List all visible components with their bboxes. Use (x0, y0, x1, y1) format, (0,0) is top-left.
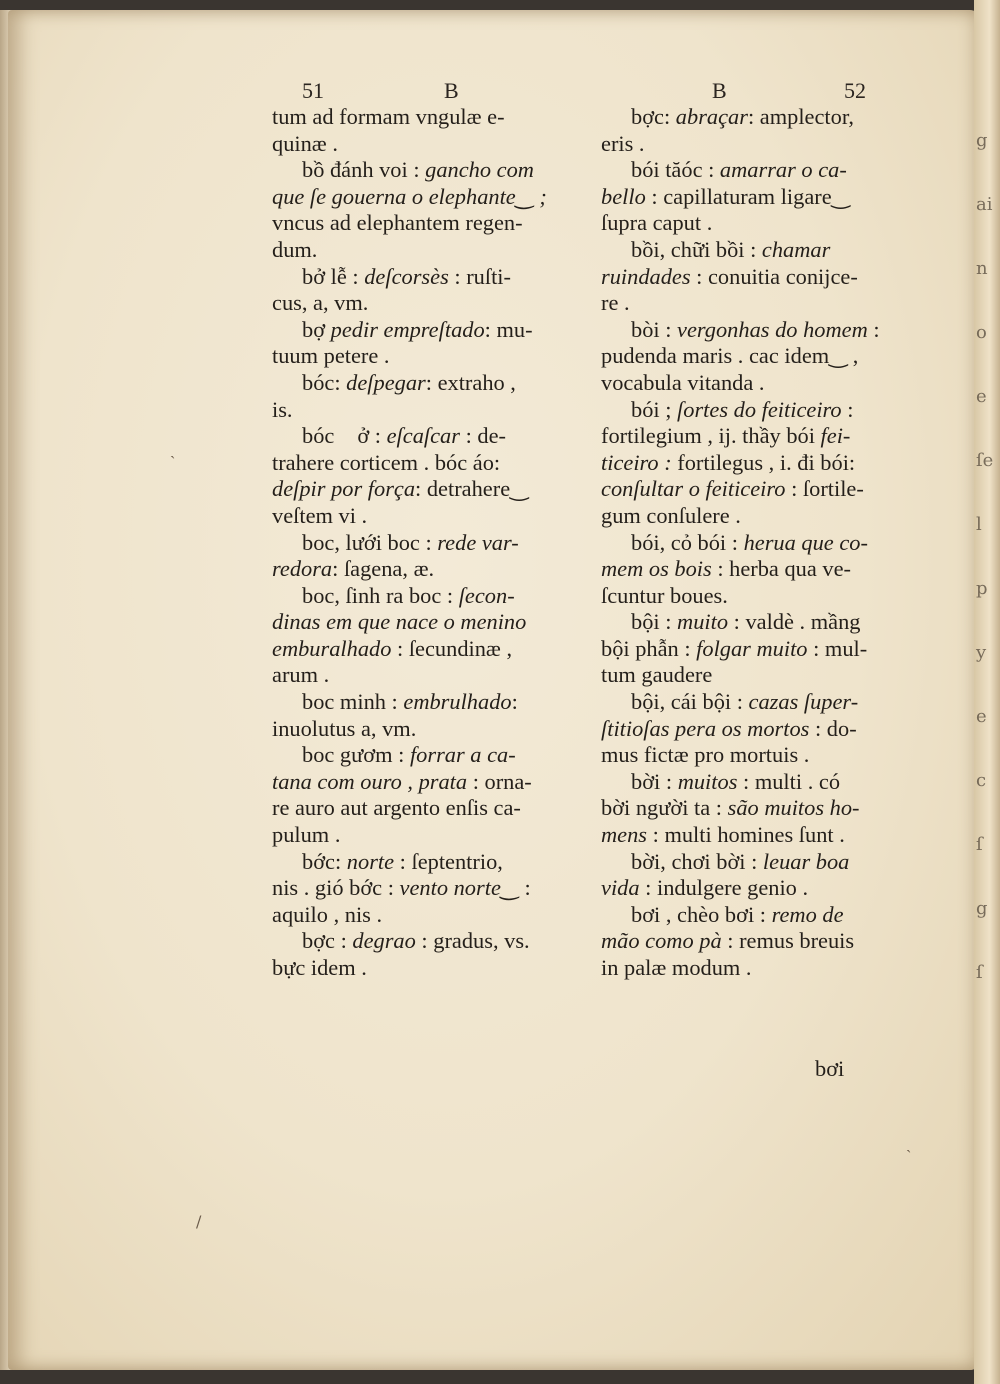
portuguese-gloss: remo de (771, 901, 844, 927)
entry-text: bói tăóc : (631, 157, 720, 183)
text-line (272, 955, 572, 982)
entry-text: : capillaturam ligare‿ (645, 183, 850, 209)
left-page-number: 51 (302, 78, 324, 103)
portuguese-gloss: forrar a ca- (409, 742, 516, 768)
text-line (601, 290, 901, 317)
text-line (272, 157, 572, 184)
entry-text: pudenda maris . cac idem‿ , (601, 343, 859, 369)
portuguese-gloss: mem os bois (601, 556, 712, 582)
next-page-fragment: ſ (976, 834, 983, 855)
portuguese-gloss: amarrar o ca- (719, 157, 847, 183)
text-line (601, 742, 901, 769)
text-line (272, 716, 572, 743)
entry-text: cus, a, vm. (272, 290, 369, 316)
portuguese-gloss: dinas em que nace o menino (272, 609, 527, 635)
entry-text: : mu- (484, 316, 533, 342)
portuguese-gloss: ſecon- (458, 582, 515, 608)
entry-text: arum . (272, 662, 330, 688)
text-line (272, 397, 572, 424)
portuguese-gloss: pedir empreſtado (330, 316, 485, 342)
portuguese-gloss: eſcaſcar (386, 423, 460, 449)
portuguese-gloss: muito (677, 609, 729, 635)
entry-text: trahere corticem . bóc áo: (272, 449, 501, 475)
entry-text: bời người ta : (601, 795, 728, 821)
portuguese-gloss: deſpegar (346, 369, 426, 395)
text-line (272, 503, 572, 530)
next-page-fragment: e (976, 706, 987, 727)
portuguese-gloss: folgar muito (696, 635, 808, 661)
entry-text: bơi , chèo bơi : (631, 901, 772, 927)
next-page-fragment: ſ (976, 962, 983, 983)
portuguese-gloss: que ſe gouerna o elephante‿ ; (272, 183, 547, 209)
entry-text: : herba qua ve- (711, 556, 851, 582)
text-line (601, 609, 901, 636)
entry-text: boc, lưới boc : (302, 529, 438, 555)
text-line (601, 902, 901, 929)
ink-speck: ˎ (170, 440, 176, 459)
left-column (272, 104, 572, 982)
portuguese-gloss: bello (601, 183, 646, 209)
text-line (601, 955, 901, 982)
right-running-letter: B (712, 78, 727, 103)
text-line (272, 104, 572, 131)
entry-text: bợc: (631, 104, 676, 129)
text-line (601, 556, 901, 583)
entry-text: boc gươm : (302, 742, 410, 768)
text-line (601, 636, 901, 663)
entry-text: nis . gió bớc : (272, 875, 400, 901)
entry-text: : extraho , (425, 369, 516, 395)
entry-text: bội : (631, 609, 678, 635)
text-line (601, 317, 901, 344)
text-line (601, 689, 901, 716)
entry-text: tum gaudere (601, 662, 713, 688)
entry-text: re . (601, 290, 630, 316)
entry-text: in palæ modum . (601, 955, 752, 980)
entry-text: bời : (631, 768, 678, 794)
text-line (272, 264, 572, 291)
entry-text: mus fictæ pro mortuis . (601, 742, 810, 768)
text-line (601, 397, 901, 424)
entry-text: fortilegium , ij. thầy bói (601, 423, 821, 449)
entry-text: : orna- (467, 768, 532, 794)
entry-text: ſcuntur boues. (601, 582, 728, 608)
text-line (601, 131, 901, 158)
text-line (272, 423, 572, 450)
next-page-fragment: p (976, 578, 988, 599)
portuguese-gloss: fei- (820, 423, 851, 449)
text-line (272, 370, 572, 397)
entry-text: bợ (302, 316, 331, 342)
entry-text: vncus ad elephantem regen- (272, 210, 523, 236)
next-page-edge (974, 0, 1000, 1384)
text-line (272, 849, 572, 876)
text-line (272, 689, 572, 716)
entry-text: : amplector, (747, 104, 854, 129)
entry-text: bội, cái bội : (631, 689, 749, 715)
text-line (601, 210, 901, 237)
entry-text: bóc: (302, 369, 347, 395)
entry-text: bói ; (631, 396, 678, 422)
portuguese-gloss: emburalhado (272, 635, 392, 661)
entry-text: ſupra caput . (601, 210, 713, 236)
entry-text: bói, cỏ bói : (631, 529, 744, 555)
entry-text: bớc: (302, 848, 347, 874)
text-line (272, 795, 572, 822)
portuguese-gloss: abraçar (675, 104, 748, 129)
entry-text: eris . (601, 130, 645, 156)
entry-text: : (518, 875, 531, 901)
entry-text: boc, ſinh ra boc : (302, 582, 459, 608)
entry-text: bòi : (631, 316, 678, 342)
text-line (601, 157, 901, 184)
entry-text: : multi homines ſunt . (647, 822, 845, 848)
text-line (601, 583, 901, 610)
entry-text: : ruſti- (448, 263, 511, 289)
entry-text: gum conſulere . (601, 502, 741, 528)
portuguese-gloss: vida (601, 875, 640, 901)
portuguese-gloss: ſtitioſas pera os mortos (601, 715, 810, 741)
text-line (272, 742, 572, 769)
entry-text: is. (272, 396, 293, 422)
portuguese-gloss: mens (601, 822, 648, 848)
text-line (272, 476, 572, 503)
next-page-fragment: c (976, 770, 987, 791)
text-line (601, 875, 901, 902)
portuguese-gloss: redora (272, 556, 333, 582)
next-page-fragment: l (976, 514, 982, 535)
text-line (601, 769, 901, 796)
entry-text: : multi . có (737, 768, 841, 794)
entry-text: : gradus, vs. (415, 928, 530, 954)
entry-text: : de- (459, 423, 506, 449)
portuguese-gloss: deſpir por força (272, 476, 416, 502)
text-line (272, 131, 572, 158)
entry-text: tum ad formam vngulæ e- (272, 104, 505, 129)
catchword: bơi (815, 1056, 845, 1081)
portuguese-gloss: leuar boa (762, 848, 850, 874)
entry-text: veſtem vi . (272, 502, 368, 528)
entry-text: bở lễ : (302, 263, 365, 289)
entry-text: : detrahere‿ (415, 476, 529, 502)
portuguese-gloss: conſultar o feiticeiro (601, 476, 786, 502)
text-line (272, 662, 572, 689)
entry-text: : indulgere genio . (639, 875, 809, 901)
text-line (601, 503, 901, 530)
portuguese-gloss: mão como pà (601, 928, 722, 954)
text-line (272, 317, 572, 344)
text-line (272, 769, 572, 796)
entry-text: : do- (809, 715, 857, 741)
entry-text: dum. (272, 236, 318, 262)
text-line (601, 450, 901, 477)
entry-text: vocabula vitanda . (601, 369, 765, 395)
entry-text: bóc 𠹾ở : (302, 423, 387, 449)
portuguese-gloss: ticeiro : (601, 449, 672, 475)
entry-text: : remus breuis (721, 928, 855, 954)
entry-text: : valdè . mầng (728, 609, 861, 635)
portuguese-gloss: herua que co- (743, 529, 868, 555)
text-line (601, 264, 901, 291)
text-line (601, 370, 901, 397)
text-line (601, 662, 901, 689)
next-page-fragment: y (976, 642, 987, 663)
text-line (601, 184, 901, 211)
text-line (272, 530, 572, 557)
text-line (601, 849, 901, 876)
entry-text: : ſecundinæ , (391, 635, 513, 661)
next-page-fragment: n (976, 258, 988, 279)
text-line (272, 556, 572, 583)
entry-text: re auro aut argento enſis ca- (272, 795, 521, 821)
portuguese-gloss: norte (346, 848, 395, 874)
ink-speck: / (196, 1212, 202, 1231)
entry-text: bội phẫn : (601, 635, 697, 661)
entry-text: bồi, chữi bồi : (631, 236, 762, 262)
text-line (272, 210, 572, 237)
portuguese-gloss: gancho com (425, 157, 534, 183)
text-line (601, 476, 901, 503)
next-page-fragment: e (976, 386, 987, 407)
entry-text: : (867, 316, 880, 342)
next-page-fragment: ai (976, 194, 993, 215)
text-line (272, 822, 572, 849)
next-page-fragment: o (976, 322, 987, 343)
entry-text: bời, chơi bời : (631, 848, 763, 874)
text-line (272, 875, 572, 902)
text-line (601, 237, 901, 264)
portuguese-gloss: rede var- (437, 529, 519, 555)
text-line (601, 343, 901, 370)
next-page-fragment: g (976, 130, 988, 151)
text-line (272, 636, 572, 663)
entry-text: pulum . (272, 822, 341, 848)
entry-text: boc minh : (302, 689, 404, 715)
entry-text: : (841, 396, 854, 422)
entry-text: fortilegus , i. đi bói: (671, 449, 856, 475)
text-line (601, 822, 901, 849)
portuguese-gloss: muitos (677, 768, 738, 794)
ink-speck: ˎ (906, 1134, 912, 1153)
portuguese-gloss: cazas ſuper- (748, 689, 859, 715)
entry-text: bực idem . (272, 955, 367, 980)
portuguese-gloss: são muitos ho- (727, 795, 860, 821)
portuguese-gloss: degrao (352, 928, 416, 954)
text-line (272, 184, 572, 211)
entry-text: : conuitia conijce- (690, 263, 858, 289)
left-running-letter: B (444, 78, 459, 103)
text-line (272, 583, 572, 610)
text-line (272, 237, 572, 264)
entry-text: bợc : (302, 928, 353, 954)
text-line (601, 928, 901, 955)
text-line (601, 104, 901, 131)
right-page-number: 52 (844, 78, 866, 103)
portuguese-gloss: embrulhado (403, 689, 512, 715)
portuguese-gloss: vento norte‿ (399, 875, 519, 901)
entry-text: : (511, 689, 518, 715)
next-page-fragment: ſe (976, 450, 994, 471)
text-line (272, 343, 572, 370)
entry-text: : ſeptentrio, (394, 848, 503, 874)
portuguese-gloss: vergonhas do homem (677, 316, 868, 342)
portuguese-gloss: ſortes do feiticeiro (677, 396, 842, 422)
portuguese-gloss: chamar (761, 236, 831, 262)
text-line (272, 450, 572, 477)
text-line (272, 928, 572, 955)
entry-text: aquilo , nis . (272, 901, 383, 927)
entry-text: quinæ . (272, 130, 338, 156)
text-line (601, 423, 901, 450)
text-line (601, 716, 901, 743)
entry-text: : mul- (807, 635, 868, 661)
text-line (272, 290, 572, 317)
text-line (272, 609, 572, 636)
entry-text: bồ đánh voi : (302, 157, 426, 183)
text-line (272, 902, 572, 929)
entry-text: : ſortile- (785, 476, 864, 502)
next-page-fragment: g (976, 898, 988, 919)
portuguese-gloss: ruindades (601, 263, 691, 289)
entry-text: tuum petere . (272, 343, 390, 369)
text-line (601, 530, 901, 557)
entry-text: : ſagena, æ. (332, 556, 435, 582)
right-column (601, 104, 901, 982)
text-line (601, 795, 901, 822)
portuguese-gloss: tana com ouro , prata (272, 768, 468, 794)
entry-text: inuolutus a, vm. (272, 715, 417, 741)
portuguese-gloss: deſcorsès (364, 263, 449, 289)
